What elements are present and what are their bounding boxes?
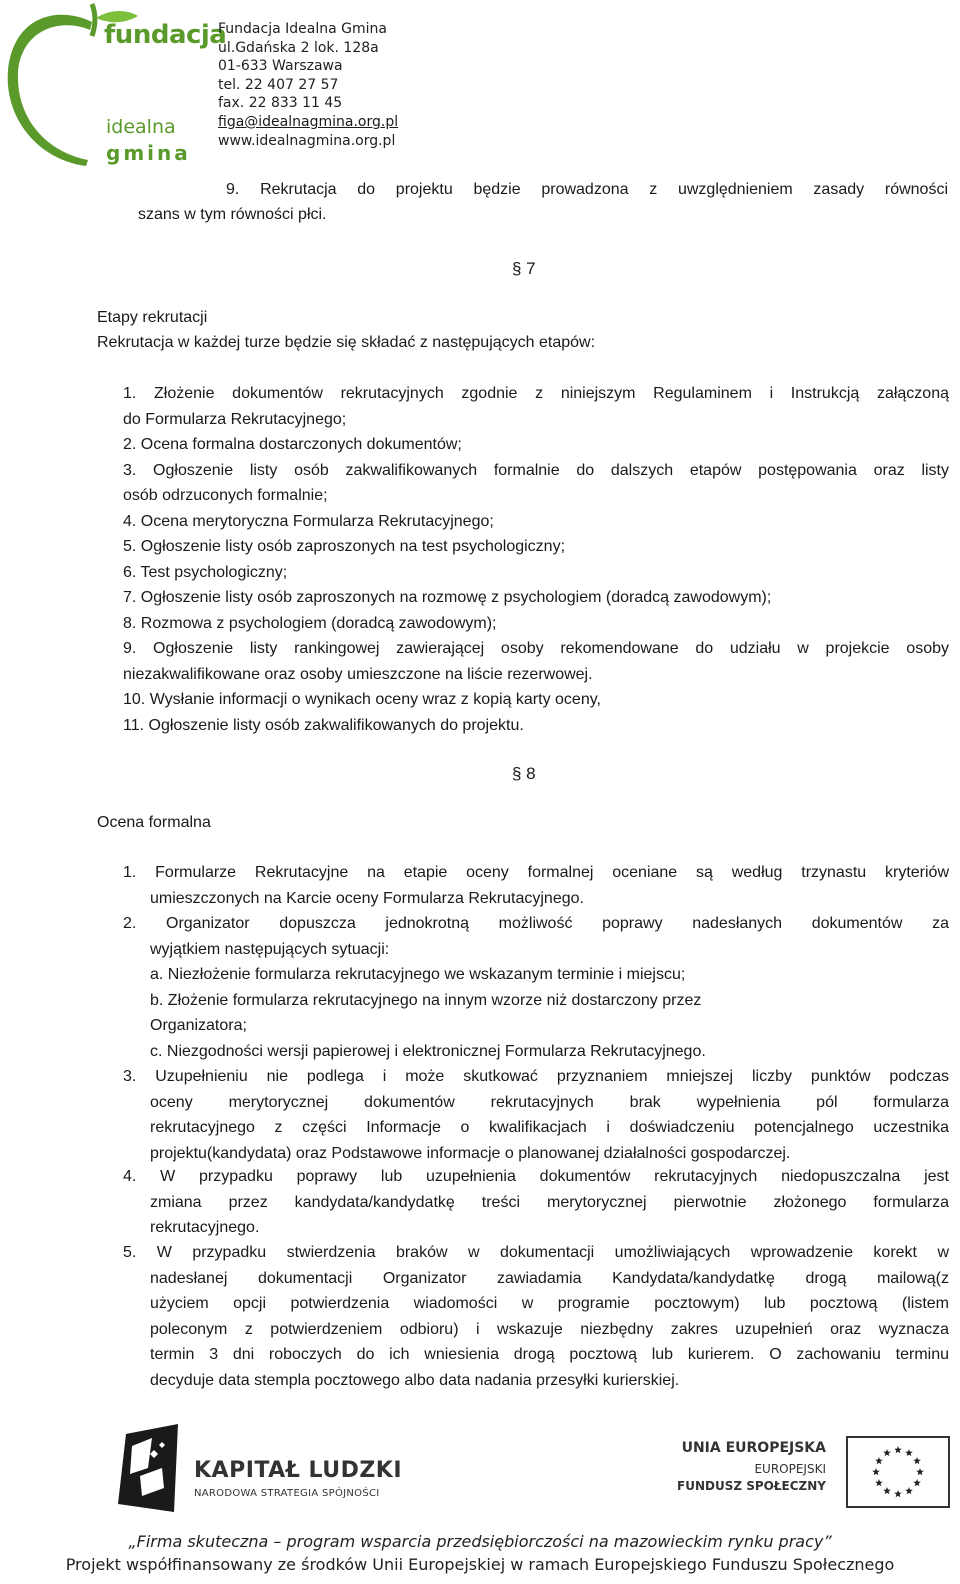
footer-line1: „Firma skuteczna – program wsparcia przedsiębiorczości na mazowieckim rynku pracy” — [128, 1532, 832, 1551]
logo-word-gmina: gmina — [106, 141, 191, 165]
org-city: 01-633 Warszawa — [218, 58, 343, 75]
kapital-ludzki-logo — [118, 1424, 418, 1514]
paragraph-line: Organizatora; — [150, 1017, 247, 1034]
paragraph-line: c. Niezgodności wersji papierowej i elektronicznej Formularza Rekrutacyjnego. — [150, 1042, 706, 1060]
paragraph-line: 1. Formularze Rekrutacyjne na etapie oceny formalnej oceniane są według trzynastu kryteriów — [123, 864, 949, 881]
list-item: niezakwalifikowane oraz osoby umieszczone na liście rezerwowej. — [123, 665, 593, 683]
paragraph-line: b. Złożenie formularza rekrutacyjnego na innym wzorze niż dostarczony przez — [150, 991, 702, 1009]
paragraph-line: decyduje data stempla pocztowego albo data nadania przesyłki kurierskiej. — [150, 1371, 680, 1389]
list-item: 7. Ogłoszenie listy osób zaproszonych na rozmowę z psychologiem (doradcą zawodowym); — [123, 589, 772, 606]
logo-word-idealna: idealna — [106, 116, 176, 138]
foundation-logo — [0, 0, 227, 170]
section8-title: Ocena formalna — [97, 814, 211, 831]
logo-word-fundacja: fundacja — [104, 20, 227, 50]
paragraph-line: 2. Organizator dopuszcza jednokrotną możliwość poprawy nadesłanych dokumentów za — [123, 915, 949, 932]
item9-line2: szans w tym równości płci. — [138, 206, 327, 223]
paragraph-line: 3. Uzupełnieniu nie podlega i może skutkować przyznaniem mniejszej liczby punktów podczas — [123, 1068, 949, 1085]
list-item: 11. Ogłoszenie listy osób zakwalifikowanych do projektu. — [123, 716, 524, 734]
section8-point1 — [123, 860, 949, 911]
paragraph-line: a. Niezłożenie formularza rekrutacyjnego we wskazanym terminie i miejscu; — [150, 966, 686, 983]
list-item: 6. Test psychologiczny; — [123, 563, 288, 581]
paragraph-line: oceny merytorycznej dokumentów rekrutacyjnych brak wypełnienia pól formularza — [150, 1093, 949, 1111]
recruitment-steps-list — [123, 381, 949, 738]
list-item: 1. Złożenie dokumentów rekrutacyjnych zgodnie z niniejszym Regulaminem i Instrukcją załączoną — [123, 385, 949, 402]
paragraph-line: projektu(kandydata) oraz Podstawowe informacje o planowanej działalności gospodarczej. — [150, 1144, 791, 1162]
section7-title: Etapy rekrutacji — [97, 309, 208, 326]
eu-line3: FUNDUSZ SPOŁECZNY — [677, 1479, 826, 1493]
list-item: 9. Ogłoszenie listy rankingowej zawierającej osoby rekomendowane do udziału w projekcie osoby — [123, 640, 949, 657]
paragraph-line: 5. W przypadku stwierdzenia braków w dokumentacji umożliwiających wprowadzenie korekt w — [123, 1244, 949, 1261]
list-item: 2. Ocena formalna dostarczonych dokumentów; — [123, 436, 462, 453]
org-email-link[interactable]: figa@idealnagmina.org.pl — [218, 113, 399, 130]
paragraph-line: umieszczonych na Karcie oceny Formularza Rekrutacyjnego. — [150, 889, 584, 907]
paragraph-line: nadesłanej dokumentacji Organizator zawiadamia Kandydata/kandydatkę drogą mailową(z — [150, 1269, 949, 1287]
eu-logo — [640, 1436, 950, 1516]
list-item: 3. Ogłoszenie listy osób zakwalifikowanych formalnie do dalszych etapów postępowania oraz listy — [123, 461, 949, 479]
footer-line2: Projekt współfinansowany ze środków Unii Europejskiej w ramach Europejskiego Funduszu Społecznego — [65, 1555, 895, 1574]
list-item: osób odrzuconych formalnie; — [123, 487, 328, 504]
item9-line1: 9. Rekrutacja do projektu będzie prowadzona z uwzględnieniem zasady równości — [226, 181, 948, 198]
org-phone: tel. 22 407 27 57 — [218, 76, 339, 93]
section8-point5 — [123, 1240, 949, 1393]
org-website[interactable]: www.idealnagmina.org.pl — [218, 132, 396, 149]
paragraph-line: zmiana przez kandydata/kandydatkę treści merytorycznej pierwotnie złożonego formularza — [150, 1193, 949, 1211]
section8-point4 — [123, 1164, 949, 1241]
list-item: 10. Wysłanie informacji o wynikach oceny wraz z kopią karty oceny, — [123, 691, 601, 708]
paragraph-line: rekrutacyjnego. — [150, 1219, 260, 1236]
section8-heading: § 8 — [512, 764, 536, 783]
paragraph-line: poleconym z potwierdzeniem odbioru) i wskazuje niezbędny zakres uzupełnień oraz wyznacza — [150, 1320, 949, 1338]
section8-point2 — [123, 911, 949, 1064]
list-item: do Formularza Rekrutacyjnego; — [123, 410, 347, 428]
paragraph-line: wyjątkiem następujących sytuacji: — [150, 940, 390, 958]
paragraph-line: rekrutacyjnego z części Informacje o kwalifikacjach i doświadczeniu potencjalnego uczestnika — [150, 1119, 949, 1136]
paragraph-line: 4. W przypadku poprawy lub uzupełnienia dokumentów rekrutacyjnych niedopuszczalna jest — [123, 1168, 949, 1185]
kapital-ludzki-emblem-icon — [118, 1424, 188, 1514]
eu-line1: UNIA EUROPEJSKA — [681, 1440, 826, 1456]
org-fax: fax. 22 833 11 45 — [218, 95, 343, 112]
paragraph-line: użyciem opcji potwierdzenia wiadomości w programie pocztowym) lub pocztową (listem — [150, 1295, 949, 1312]
section7-intro: Rekrutacja w każdej turze będzie się składać z następujących etapów: — [97, 334, 596, 351]
list-item: 8. Rozmowa z psychologiem (doradcą zawodowym); — [123, 614, 497, 632]
section8-point3 — [123, 1064, 949, 1166]
org-name: Fundacja Idealna Gmina — [218, 21, 387, 37]
list-item: 5. Ogłoszenie listy osób zaproszonych na test psychologiczny; — [123, 538, 566, 555]
eu-flag-icon — [846, 1436, 950, 1508]
contact-block — [218, 20, 398, 150]
eu-line2: EUROPEJSKI — [754, 1462, 826, 1476]
kapital-ludzki-title: KAPITAŁ LUDZKI — [194, 1458, 403, 1483]
section7-heading: § 7 — [512, 259, 536, 278]
org-street: ul.Gdańska 2 lok. 128a — [218, 39, 379, 56]
kapital-ludzki-subtitle: NARODOWA STRATEGIA SPÓJNOŚCI — [194, 1488, 380, 1499]
paragraph-line: termin 3 dni roboczych do ich wniesienia drogą pocztową lub kurierem. O zachowaniu terminu — [150, 1346, 949, 1363]
list-item: 4. Ocena merytoryczna Formularza Rekrutacyjnego; — [123, 512, 494, 530]
